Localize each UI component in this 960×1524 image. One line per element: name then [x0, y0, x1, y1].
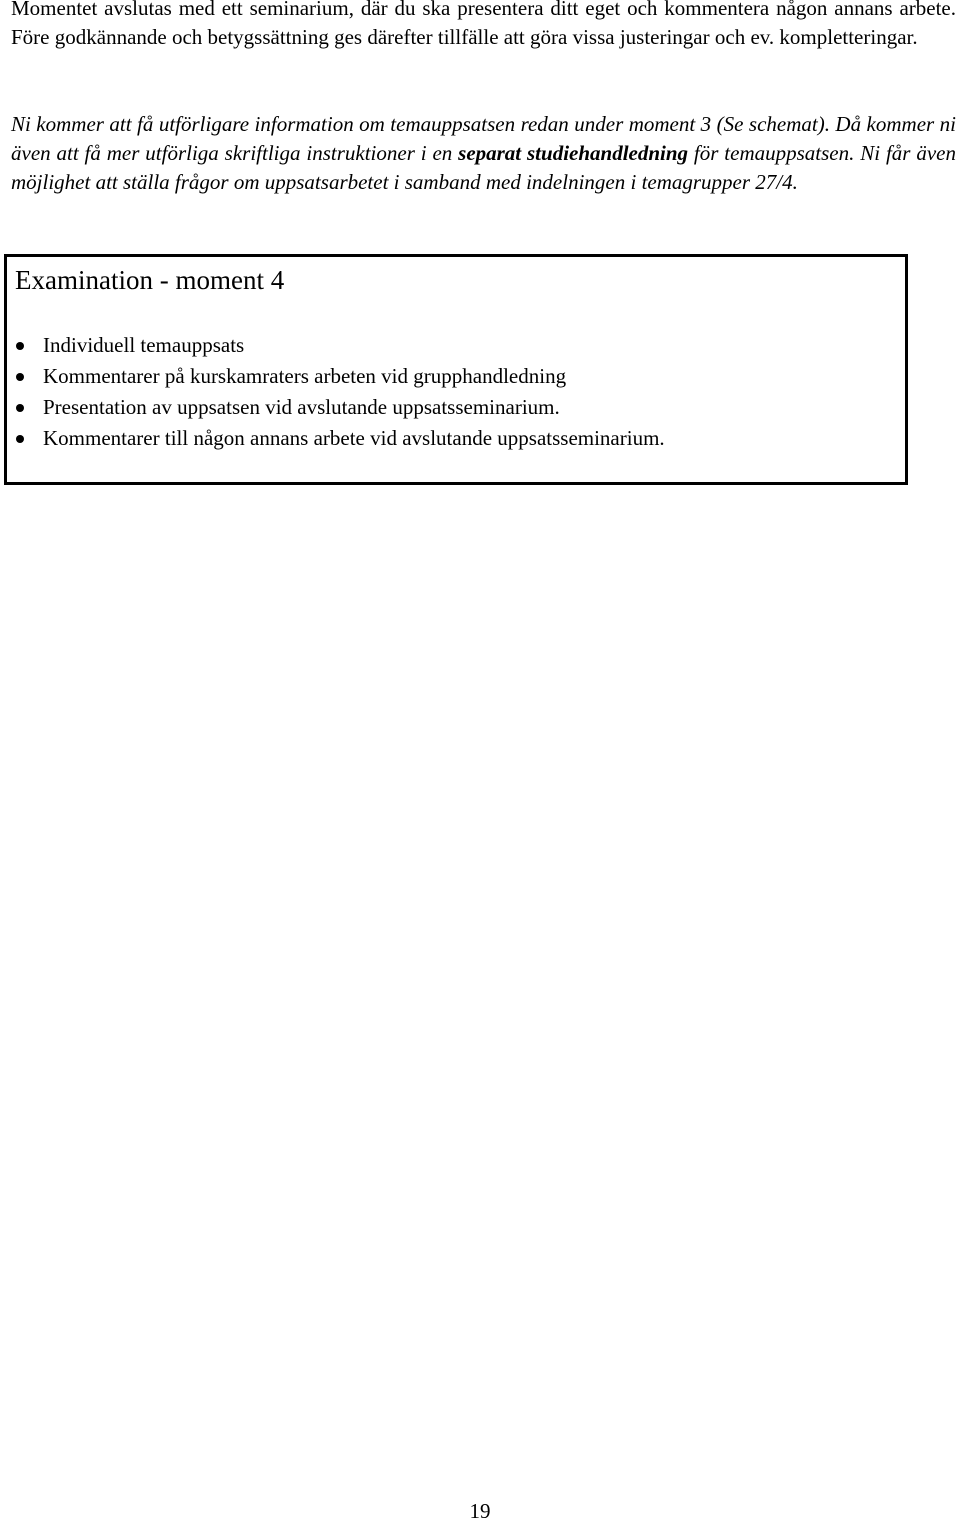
list-item — [7, 330, 665, 361]
info-paragraph — [11, 110, 956, 197]
bullet-icon — [16, 342, 24, 350]
bullet-icon — [16, 404, 24, 412]
list-item — [7, 361, 665, 392]
examination-list — [7, 330, 665, 454]
info-text-bold: separat studiehandledning — [458, 141, 689, 165]
examination-box — [4, 254, 908, 485]
list-item-text: Individuell temauppsats — [43, 333, 245, 357]
list-item — [7, 423, 665, 454]
bullet-icon — [16, 373, 24, 381]
list-item-text: Kommentarer till någon annans arbete vid avslutande uppsatsseminarium. — [43, 426, 665, 450]
examination-title: Examination - moment 4 — [15, 265, 285, 295]
list-item-text: Presentation av uppsatsen vid avslutande uppsatsseminarium. — [43, 395, 560, 419]
info-text-part2: för temauppsatsen. Ni får även möjlighet att ställa frågor om uppsatsarbetet i samband med indelningen i temagrupper 27/4. — [11, 141, 956, 194]
list-item — [7, 392, 665, 423]
page-number: 19 — [469, 1499, 491, 1523]
intro-paragraph: Momentet avslutas med ett seminarium, där du ska presentera ditt eget och kommentera någon annans arbete. Före godkännande och betygssättning ges därefter tillfälle att göra vissa justeringar och ev. kompletteringar. — [11, 0, 956, 49]
info-text-part1: Ni kommer att få utförligare information om temauppsatsen redan under moment 3 (Se schemat). Då kommer ni även att få mer utförliga skriftliga instruktioner i en — [11, 112, 956, 165]
bullet-icon — [16, 435, 24, 443]
list-item-text: Kommentarer på kurskamraters arbeten vid grupphandledning — [43, 364, 567, 388]
